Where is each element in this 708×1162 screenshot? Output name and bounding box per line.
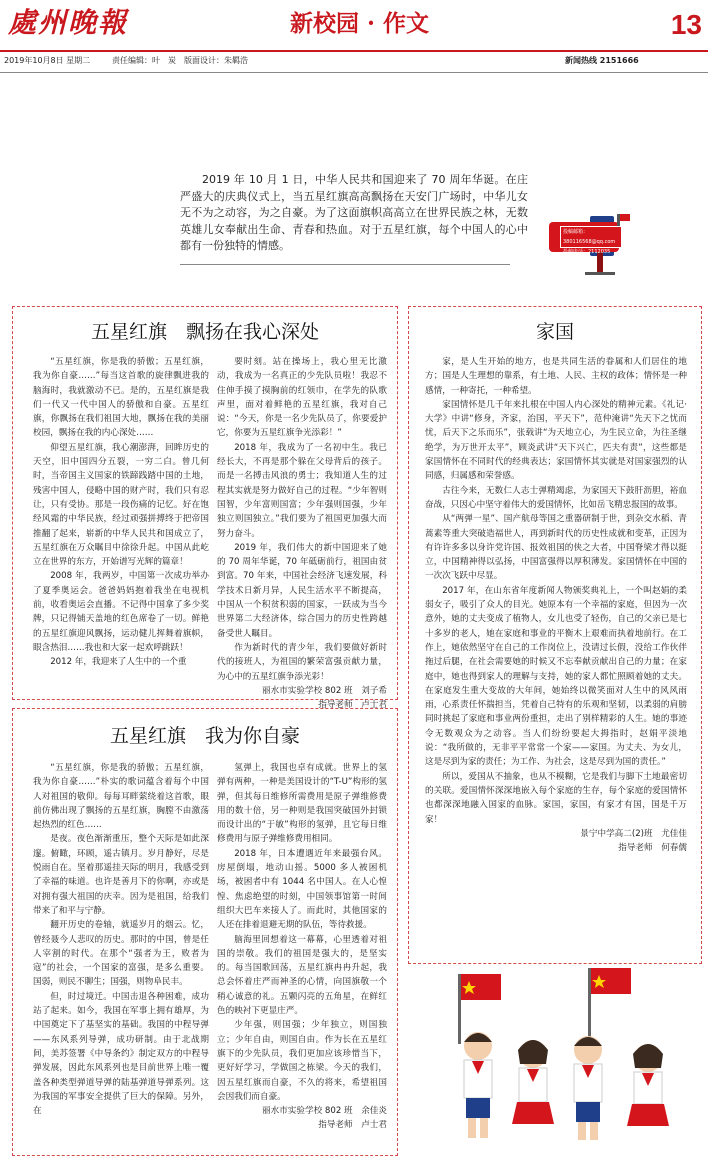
paragraph: 仰望五星红旗，我心潮澎湃，回眸历史的天空，旧中国四分五裂，一穷二白。曾几何时，当帝国主义国家的铁蹄践踏中国的土地，残害中国人，侵略中国的财产时，我们只有忍让，只有受协。那是一段伤痛的记忆。好在饱经风霜的中华民族，经过顽强拼搏终于把帝国推翻了起来，崭新的中华人民共和国成立了，五星红旗在万众瞩目中徐徐升起。中国从此屹立在世界的东方，开始谱写光辉的篇章！ (33, 442, 209, 568)
paragraph: 要时刻。站在操场上，我心里无比激动，我成为一名真正的少先队员啦！我忍不住伸手摸了摸胸前的红领巾，在学先的队歌声里，面对着鲜艳的五星红旗，我对自己说：“今天，你是一名少先队员了，你要爱护它，你要为五星红旗争光添彩！” (217, 357, 387, 439)
submission-contact: 投稿邮箱：380116568@qq.com 投稿电话：2112035 (560, 226, 622, 248)
paragraph: 古往今来，无数仁人志士弹精竭虑，为家国天下鼓肝沥胆，裕血奋战，只因心中坚守着伟大的爱国情怀，比如岳飞精忠报国的故事。 (425, 485, 687, 510)
masthead (0, 0, 708, 52)
newspaper-logo: 處州晚報 (8, 6, 129, 39)
article-box (408, 306, 702, 964)
paragraph: 2019 年，我们伟大的新中国迎来了她的 70 周年华诞，70 年砥砺前行，祖国由贫到富。70 年来，中国社会经济飞速发展，科学技术日新月异，人民生活水平不断提高，中国从一个积贫积弱的国家，一跃成为当今世界第二大经济体，综合国力的历史性跨越备受世人瞩目。 (217, 542, 387, 639)
paragraph: 是夜。夜色渐渐重压，整个天际是如此深邃。俯瞰，环顾，遥古镇月。岁月静好，尽是悦雨自在。坚着那遥挂天际的明月，我感受到了幸福的味道。也许是善月下的你啊，亦或是对拥有强大祖国的庆幸。因为是祖国，给我们带来了和平与宁静。 (33, 834, 209, 916)
paragraph: 脑海里回想着这一幕幕，心里透着对祖国的崇敬。我们的祖国是强大的，是坚实的。每当国歌回荡，五星红旗冉冉升起，我总会怀着庄严而神圣的心情，向国旗敬一个稍心诚意的礼。五颗闪亮的五角星，在鲜红色的映衬下更显庄严。 (217, 934, 387, 1017)
author-school: 丽水市实验学校 802 班 余佳炎 (262, 1106, 387, 1117)
byline (217, 1104, 387, 1133)
paragraph: 2012 年，我迎来了人生中的一个重 (50, 657, 187, 668)
paragraph: “五星红旗，你是我的骄傲；五星红旗，我为你自豪……”朴实的歌词蕴含着每个中国人对祖国的敬仰。每每耳畔萦绕着这首歌，眼前仿佛出现了飘扬的五星红旗，胸膛不由激荡起热烈的红色…… (33, 763, 209, 831)
paragraph: 少年强，则国强；少年独立，则国独立；少年自由，则国自由。作为长在五星红旗下的少先队员，我们更加应该珍惜当下，更好好学习，学做国之栋梁。今天的我们，因五星红旗而自豪，不久的将来，希望祖国会因我们而自豪。 (217, 1020, 387, 1102)
article-title: 五星红旗 我为你自豪 (109, 725, 300, 747)
paragraph: 从“两弹一星”、国产航母等国之重器研制于世，到杂交水稻、青蒿素等重大突破造福世人，再到新时代的历史性成就和变革，正因为有许许多多以身许党许国、报效祖国的侠之大者，中国脊梁才得以挺立，中国精神得以弘扬，中国富强得以厚积薄发。家国情怀在中国的一次次飞跃中尽显。 (425, 514, 687, 582)
author-school: 景宁中学高二(2)班 尤佳佳 (580, 828, 687, 839)
article-column (217, 355, 387, 711)
article-column (33, 355, 209, 695)
paragraph: “五星红旗，你是我的骄傲；五星红旗，我为你自豪……”每当这首歌的旋律飘进我的脑海时，我就激动不已。是的，五星红旗是我们一代又一代中国人的骄傲和自豪。五星红旗，你飘扬在我们祖国大地，飘扬在我的美丽校园，飘扬在我的内心深处…… (33, 357, 209, 439)
paragraph: 2018 年，日本遭遇近年来最强台风。房屋倒塌，地动山摇。5000 多人被困机场，被困者中有 1044 名中国人。在人心惶惶、焦虑绝望的时刻，中国领事馆第一时间组织大巴车来接人了。而此时，其他国家的人还在排着退避无期的队伍，等待救援。 (217, 848, 387, 931)
advisor: 指导老师 卢士君 (318, 1120, 387, 1131)
intro-divider (180, 264, 510, 265)
paragraph: 家，是人生开始的地方，也是共同生活的眷属和人们居住的地方；国是人生理想的靠系，有土地、人民、主权的政体；情怀是一种感情，一种寄托，一种希望。 (425, 357, 687, 396)
paragraph: 作为新时代的青少年，我们要做好新时代的接班人，为祖国的繁荣富强贡献力量，为心中的五星红旗争添光彩！ (217, 642, 387, 682)
intro-text: 2019 年 10 月 1 日，中华人民共和国迎来了 70 周年华诞。在庄严盛大的庆典仪式上，当五星红旗高高飘扬在天安门广场时，中华儿女无不为之动容，为之自豪。为了这面旗帜高高立在世界民族之林，无数英雄儿女奉献出生命、青春和热血。对于五星红旗，每个中国人的心中都有一份独特的情感。 (180, 173, 528, 252)
editor-credits: 责任编辑：叶 炭 版面设计：朱羁浩 (112, 56, 248, 65)
info-bar (0, 50, 708, 73)
article-column (425, 355, 687, 959)
paragraph: 2017 年，在山东省年度新闻人物颁奖典礼上，一个叫赵娟的柔弱女子，吸引了众人的目光。她原本有一个幸福的家庭，但因为一次意外，她的丈夫变成了植物人，女儿也受了轻伤，自己的父亲已是七十多岁的老人，她在家庭和事业的平衡木上艰难而执着地前行。在工作上，她依然坚守在自己的工作岗位上，没请过长假，没给工作伙伴拖过后腿，在社会需要她的时候又不忘奉献贡献出自己的力量；在家庭中，她也得到家人的理解与支持，她的家人都忙照顾着她的丈夫。在家庭发生重大变故的大年间，她始终以微笑面对人生中的风风雨雨，心系责任怀揣担当，凭着自己特有的乐观和坚韧，以柔弱的肩膀同时挑起了家庭和事业两份重担，走出了别样精彩的人生。她的事迹令无数观众为之动容。当人们纷纷要起大拇指时，赵娟平淡地说：“我所做的，无非平平常常一个家——家国。为丈夫、为女儿，这是尽到为家的责任；为工作、为社会，这是尽到为国的责任。” (425, 585, 687, 768)
advisor: 指导老师 卢士君 (318, 700, 387, 711)
paragraph: 氢弹上，我国也卓有成就。世界上的氢弹有两种，一种是美国设计的“T-U”构形的氢弹，但其每日维修所需费用是原子弹维修费用的数十倍，另一种则是我国突破国外封锁而设计出的“于敏”构形的氢弹，且它每日维修费用与原子弹维修费用相同。 (217, 763, 387, 845)
issue-date: 2019年10月8日 星期二 (4, 56, 91, 65)
section-title: 新校园 · 作文 (290, 10, 430, 37)
paragraph: 2008 年，我两岁，中国第一次成功举办了夏季奥运会。爸爸妈妈抱着我坐在电视机前，收看奥运会直播。不记得中国拿了多少奖牌，只记得铺天盖地的红色席卷了一切。鲜艳的五星红旗迎风飘扬，运动健儿挥舞着旗帜，眼含热泪……我也和大家一起欢呼跳跃！ (33, 571, 209, 653)
page-number: 13 (670, 9, 702, 40)
author-school: 丽水市实验学校 802 班 刘子希 (262, 685, 387, 696)
paragraph: 家国情怀是几千年来扎根在中国人内心深处的精神元素。《礼记·大学》中讲“修身，齐家，治国，平天下”，范仲淹讲“先天下之忧而忧，后天下之乐而乐”，张载讲“为天地立心，为生民立命，为往圣继绝学，为万世开太平”，顾炎武讲“天下兴亡，匹夫有责”，这些都是家国情怀在不同时代的经典表达；家国情怀其实就是对国家强烈的认同感，归属感和荣誉感。 (425, 399, 687, 482)
article-title: 五星红旗 飘扬在我心深处 (90, 321, 319, 343)
paragraph: 但，时过境迁。中国击退各种困难，成功站了起来。如今，我国在军事上拥有雄厚，为中国奠定下了基坚实的基础。我国的中程导弹——东风系列导弹，成功研制。由于北战期间，美苏签署《中导条约》制定双方的中程导弹发展，因此东风系列也是目前世界上唯一覆盖各种类型弹道导弹的陆基弹道导弹系列。这为我国的军事安全提供了巨大的保障。另外，在 (33, 991, 209, 1117)
byline (425, 827, 687, 856)
children-with-flags-illustration (438, 964, 698, 1142)
article-title: 家国 (535, 321, 574, 343)
paragraph: 2018 年，我成为了一名初中生。我已经长大，不再是那个躲在父母背后的孩子。而是一名搏击风浪的勇士；我知道人生的过程其实就是努力做好自己的过程。“少年智则国智，少年富则国富；少年强则国强，少年独立则国独立。”我们要为了祖国更加强大而努力奋斗。 (217, 442, 387, 539)
intro-section (180, 172, 635, 284)
news-hotline: 新闻热线 2151666 (565, 56, 639, 65)
paragraph: 翻开历史的卷轴，就遥岁月的烟云。忆，曾经聂今人悲叹的历史。那时的中国，曾是任人宰割的时代。在那个“强者为王，败者为寇”的社会，一个国家的富强，是多么重要。国弱，则民不聊生；国强，则物阜民丰。 (33, 920, 209, 988)
article-box (12, 708, 398, 1156)
advisor: 指导老师 何春儒 (618, 843, 687, 854)
article-column (33, 761, 209, 1151)
article-box (12, 306, 398, 711)
paragraph: 所以，爱国从不抽象，也从不模糊，它是我们与脚下土地最密切的关联。爱国情怀深深地嵌入每个家庭的生存，每个家庭的爱国情怀也都深深地融入国家的血脉。家国，家国，有家才有国，国是千万家！ (425, 771, 687, 825)
article-column (217, 761, 387, 1151)
